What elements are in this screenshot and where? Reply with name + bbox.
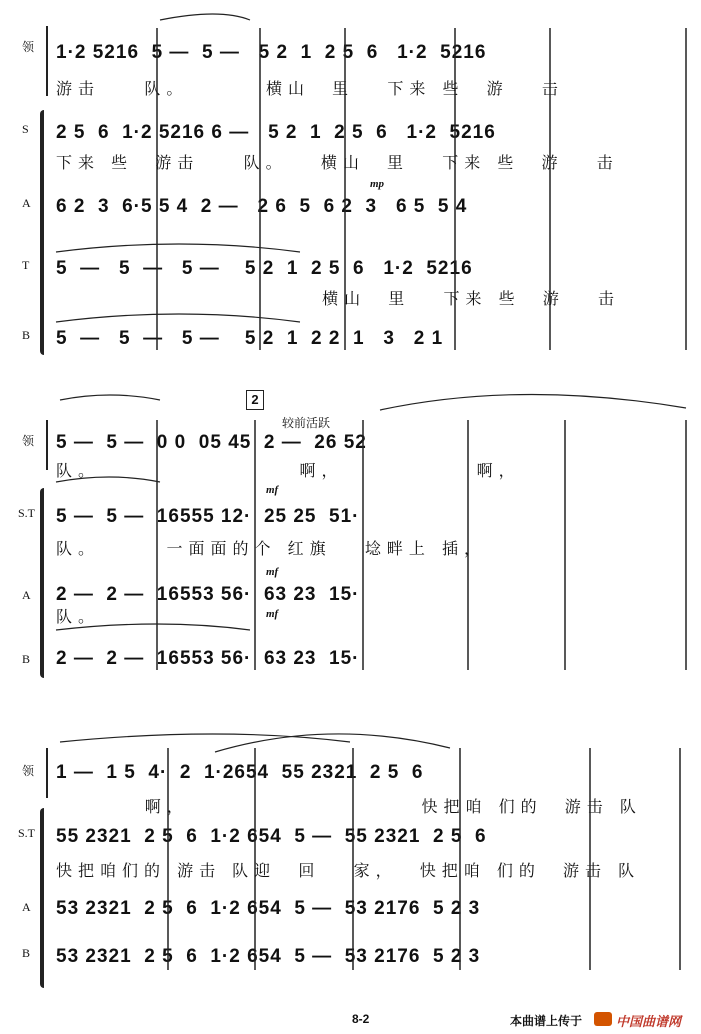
- melody-line: 2 — 2 — 16553 56· 63 23 15·: [56, 584, 360, 605]
- part-label: B: [22, 652, 31, 666]
- barlines-system-2: [157, 420, 686, 670]
- site-logo-text: 中国曲谱网: [616, 1015, 682, 1030]
- part-label: A: [22, 588, 31, 602]
- melody-line: 2 — 2 — 16553 56· 63 23 15·: [56, 648, 360, 669]
- dynamic-mark: mf: [266, 608, 279, 620]
- melody-line: 5 — 5 — 5 — 5 2 1 2 5 6 1·2 5216: [56, 258, 473, 279]
- lyric-line: 队。: [56, 607, 101, 626]
- part-label: S.T: [18, 506, 36, 520]
- melody-line: 5 — 5 — 0 0 05 45 2 — 26 52: [56, 432, 367, 453]
- melody-line: 53 2321 2 5 6 1·2 654 5 — 53 2176 5 2 3: [56, 946, 481, 967]
- part-label: A: [22, 900, 31, 914]
- lyric-line: 啊， 快把咱 们的 游击 队: [56, 797, 642, 816]
- rehearsal-mark: 2: [246, 390, 264, 410]
- tempo-marking: 较前活跃: [282, 416, 331, 430]
- lyric-line: 横山 里 下来 些 游 击: [56, 289, 621, 308]
- part-label: S: [22, 122, 29, 136]
- part-label: 领: [22, 40, 35, 54]
- dynamic-mark: mf: [266, 566, 279, 578]
- lyric-line: 游击 队。 横山 里 下来 些 游 击: [56, 79, 564, 98]
- part-label: T: [22, 258, 30, 272]
- part-label: B: [22, 946, 31, 960]
- melody-line: 6 2 3 6·5 5 4 2 — 2 6 5 6 2 3 6 5 5 4: [56, 196, 468, 217]
- lyric-line: 下来 些 游击 队。 横山 里 下来 些 游 击: [56, 153, 619, 172]
- part-label: 领: [22, 764, 35, 778]
- melody-line: 1·2 5216 5 — 5 — 5 2 1 2 5 6 1·2 5216: [56, 42, 487, 63]
- melody-line: 1 — 1 5 4· 2 1·2654 55 2321 2 5 6: [56, 762, 424, 783]
- dynamic-mark: mf: [266, 484, 279, 496]
- part-label: A: [22, 196, 31, 210]
- melody-line: 5 — 5 — 5 — 5 2 1 2 2 1 3 2 1: [56, 328, 444, 349]
- page-number: 8-2: [352, 1012, 370, 1026]
- dynamic-mark: mp: [370, 178, 385, 190]
- part-label: S.T: [18, 826, 36, 840]
- melody-line: 2 5 6 1·2 5216 6 — 5 2 1 2 5 6 1·2 5216: [56, 122, 496, 143]
- melody-line: 55 2321 2 5 6 1·2 654 5 — 55 2321 2 5 6: [56, 826, 487, 847]
- lyric-line: 队。 啊， 啊，: [56, 461, 521, 480]
- site-logo-icon: [594, 1012, 612, 1026]
- melody-line: 53 2321 2 5 6 1·2 654 5 — 53 2176 5 2 3: [56, 898, 481, 919]
- lyric-line: 快把咱们的 游击 队迎 回 家， 快把咱 们的 游击 队: [56, 861, 641, 880]
- barlines-system-1: [157, 28, 686, 350]
- part-label: B: [22, 328, 31, 342]
- barlines-system-3: [168, 748, 680, 970]
- lyric-line: 队。 一面面的个 红旗 埝畔上 插，: [56, 539, 486, 558]
- melody-line: 5 — 5 — 16555 12· 25 25 51·: [56, 506, 360, 527]
- upload-note: 本曲谱上传于: [510, 1014, 583, 1028]
- part-label: 领: [22, 434, 35, 448]
- slurs: [56, 14, 686, 752]
